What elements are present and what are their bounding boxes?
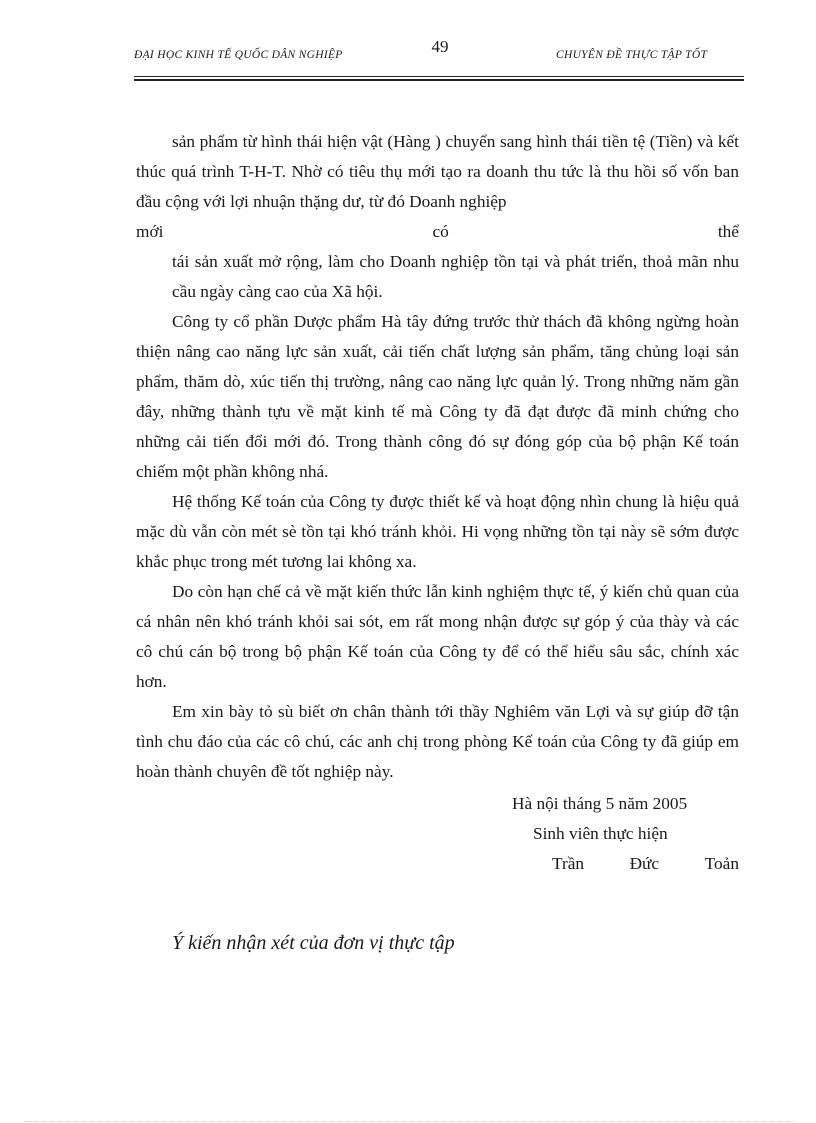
signature-name-part: Trần [552, 854, 585, 873]
paragraph-1-start: sản phẩm từ hình thái hiện vật (Hàng ) chuyển sang hình thái tiền tệ (Tiền) và kết thúc quá trình T-H-T. Nhờ có tiêu thụ mới tạo ra doanh thu tức là thu hồi số vốn ban đầu cộng với lợi nhuận thặng dư, từ đó Doanh nghiệp [136, 132, 739, 211]
spread-word: thể [717, 222, 739, 241]
header-left-title: ĐẠI HỌC KINH TẾ QUỐC DÂN NGHIỆP [134, 49, 343, 61]
header-rule [134, 76, 744, 77]
header-right-title: CHUYÊN ĐỀ THỰC TẬP TỐT [556, 49, 708, 61]
document-body [136, 127, 739, 787]
signature-name [552, 854, 739, 874]
paragraph-1-end: tái sản xuất mở rộng, làm cho Doanh nghiệp tồn tại và phát triển, thoả mãn nhu cầu ngày càng cao của Xã hội. [172, 252, 739, 301]
paragraph-2: Công ty cổ phần Dược phẩm Hà tây đứng trước thử thách đã không ngừng hoàn thiện nâng cao năng lực sản xuất, cải tiến chất lượng sản phẩm, tăng chủng loại sản phẩm, thăm dò, xúc tiến thị trường, nâng cao năng lực quản lý. Trong những năm gần đây, những thành tựu về mặt kinh tế mà Công ty đã đạt được đã minh chứng cho những cải tiến đổi mới đó. Trong thành công đó sự đóng góp của bộ phận Kế toán chiếm một phần không nhá. [136, 312, 739, 481]
paragraph-4: Do còn hạn chế cả về mặt kiến thức lẫn kinh nghiệm thực tế, ý kiến chủ quan của cá nhân nên khó tránh khỏi sai sót, em rất mong nhận được sự góp ý của thày và các cô chú cán bộ trong bộ phận Kế toán của Công ty để có thể hiểu sâu sắc, chính xác hơn. [136, 582, 739, 691]
header-rule-double [134, 79, 744, 81]
page-number: 49 [431, 37, 449, 56]
spread-word: mới [136, 222, 164, 241]
signature-role: Sinh viên thực hiện [533, 824, 668, 843]
page-bottom-border [24, 1121, 794, 1122]
paragraph-1-spread-line [136, 217, 739, 247]
signature-name-part: Toản [704, 854, 739, 873]
signature-date: Hà nội tháng 5 năm 2005 [512, 794, 688, 813]
remarks-heading: Ý kiến nhận xét của đơn vị thực tập [172, 932, 455, 954]
paragraph-5: Em xin bày tỏ sù biết ơn chân thành tới thầy Nghiêm văn Lợi và sự giúp đỡ tận tình chu đáo của các cô chú, các anh chị trong phòng Kế toán của Công ty đã giúp em hoàn thành chuyên đề tốt nghiệp này. [136, 702, 739, 781]
spread-word: có [432, 222, 449, 241]
paragraph-3: Hệ thống Kế toán của Công ty được thiết kế và hoạt động nhìn chung là hiệu quả mặc dù vẫn còn mét sè tồn tại khó tránh khỏi. Hi vọng những tồn tại này sẽ sớm được khắc phục trong mét tương lai không xa. [136, 492, 739, 571]
signature-name-part: Đức [629, 854, 660, 873]
